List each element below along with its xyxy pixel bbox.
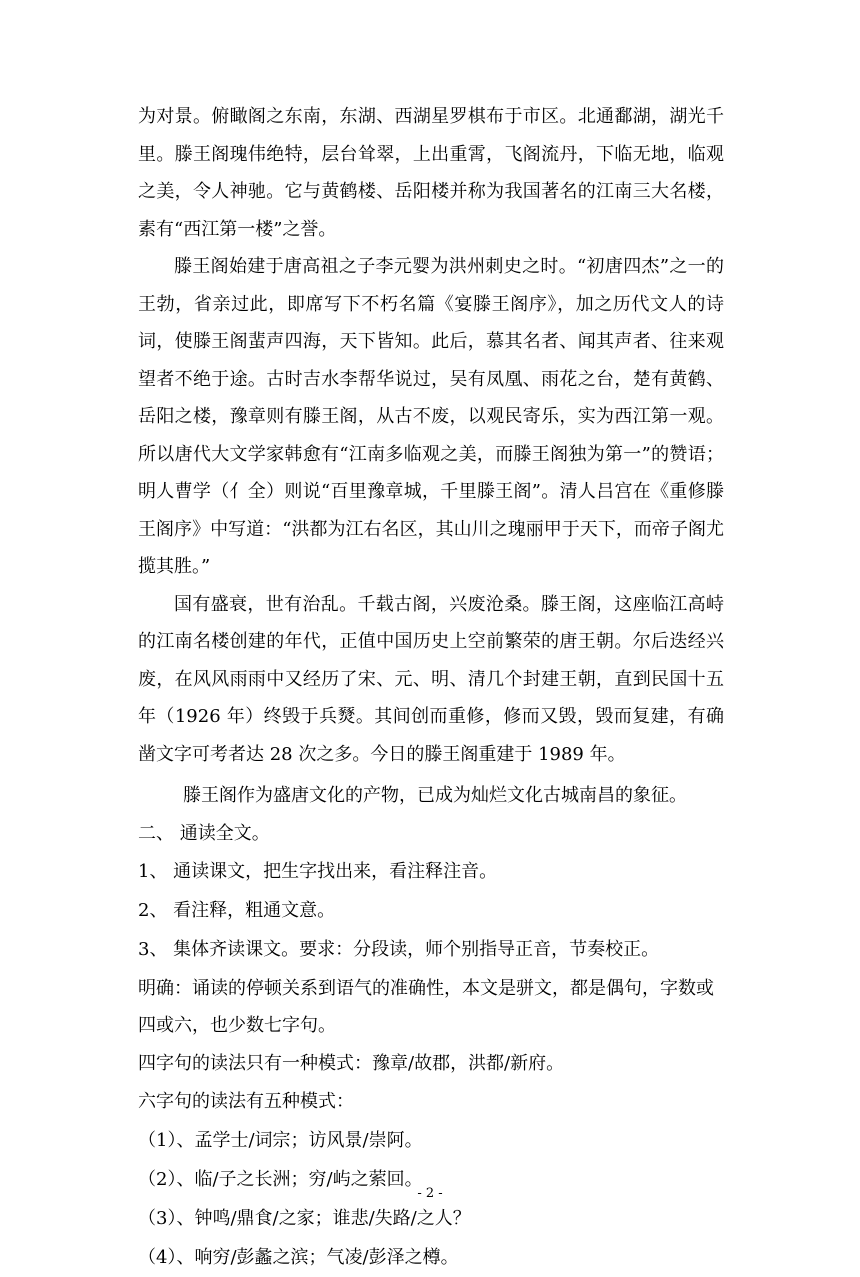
paragraph-history: 国有盛衰，世有治乱。千载古阁，兴废沧桑。滕王阁，这座临江高峙的江南名楼创建的年代，正值中国历史上空前繁荣的唐王朝。尔后迭经兴废，在风风雨雨中又经历了宋、元、明、清几个封建王朝，直到民国十五年（1926 年）终毁于兵燹。其间创而重修，修而又毁，毁而复建，有确凿文字可考者达 28 次之多。今日的滕王阁重建于 1989 年。 [138,593,724,765]
step-item: 2、 看注释，粗通文意。 [138,900,336,922]
pattern-item: （1）、孟学士/词宗；访风景/崇阿。 [138,1130,423,1152]
paragraph-symbol: 滕王阁作为盛唐文化的产物，已成为灿烂文化古城南昌的象征。 [183,785,687,806]
step-item: 1、 通读课文，把生字找出来，看注释注音。 [138,861,498,883]
pattern-item: （3）、钟鸣/鼎食/之家；谁悲/失路/之人？ [138,1207,471,1229]
six-char-rule: 六字句的读法有五种模式： [138,1091,354,1113]
paragraph-continued: 为对景。俯瞰阁之东南，东湖、西湖星罗棋布于市区。北通鄱湖，湖光千里。滕王阁瑰伟绝特，层台耸翠，上出重霄，飞阁流丹，下临无地，临观之美，令人神驰。它与黄鹤楼、岳阳楼并称为我国著名的江南三大名楼，素有“西江第一楼”之誉。 [138,106,724,240]
pattern-item: （4）、响穷/彭蠡之滨；气凌/彭泽之樽。 [138,1246,459,1268]
clarification-text: 明确：诵读的停顿关系到语气的准确性，本文是骈文，都是偶句，字数或四或六，也少数七字句。 [138,977,714,1037]
four-char-rule: 四字句的读法只有一种模式：豫章/故郡，洪都/新府。 [138,1052,565,1074]
step-item: 3、 集体齐读课文。要求：分段读，师个别指导正音，节奏校正。 [138,938,660,960]
section-heading: 二、 通读全文。 [138,822,270,844]
page-number: - 2 - [417,1186,443,1201]
pattern-item: （2）、临/子之长洲；穷/屿之萦回。 [138,1169,423,1191]
page-body [138,98,724,1277]
paragraph-origin: 滕王阁始建于唐高祖之子李元婴为洪州刺史之时。“初唐四杰”之一的王勃，省亲过此，即席写下不朽名篇《宴滕王阁序》，加之历代文人的诗词，使滕王阁蜚声四海，天下皆知。此后，慕其名者、闻其声者、往来观望者不绝于途。古时吉水李帮华说过，吴有凤凰、雨花之台，楚有黄鹤、岳阳之楼，豫章则有滕王阁，从古不废，以观民寄乐，实为西江第一观。所以唐代大文学家韩愈有“江南多临观之美，而滕王阁独为第一”的赞语；明人曹学（亻全）则说“百里豫章城，千里滕王阁”。清人吕宫在《重修滕王阁序》中写道：“洪都为江右名区，其山川之瑰丽甲于天下，而帝子阁尤揽其胜。” [138,256,724,577]
